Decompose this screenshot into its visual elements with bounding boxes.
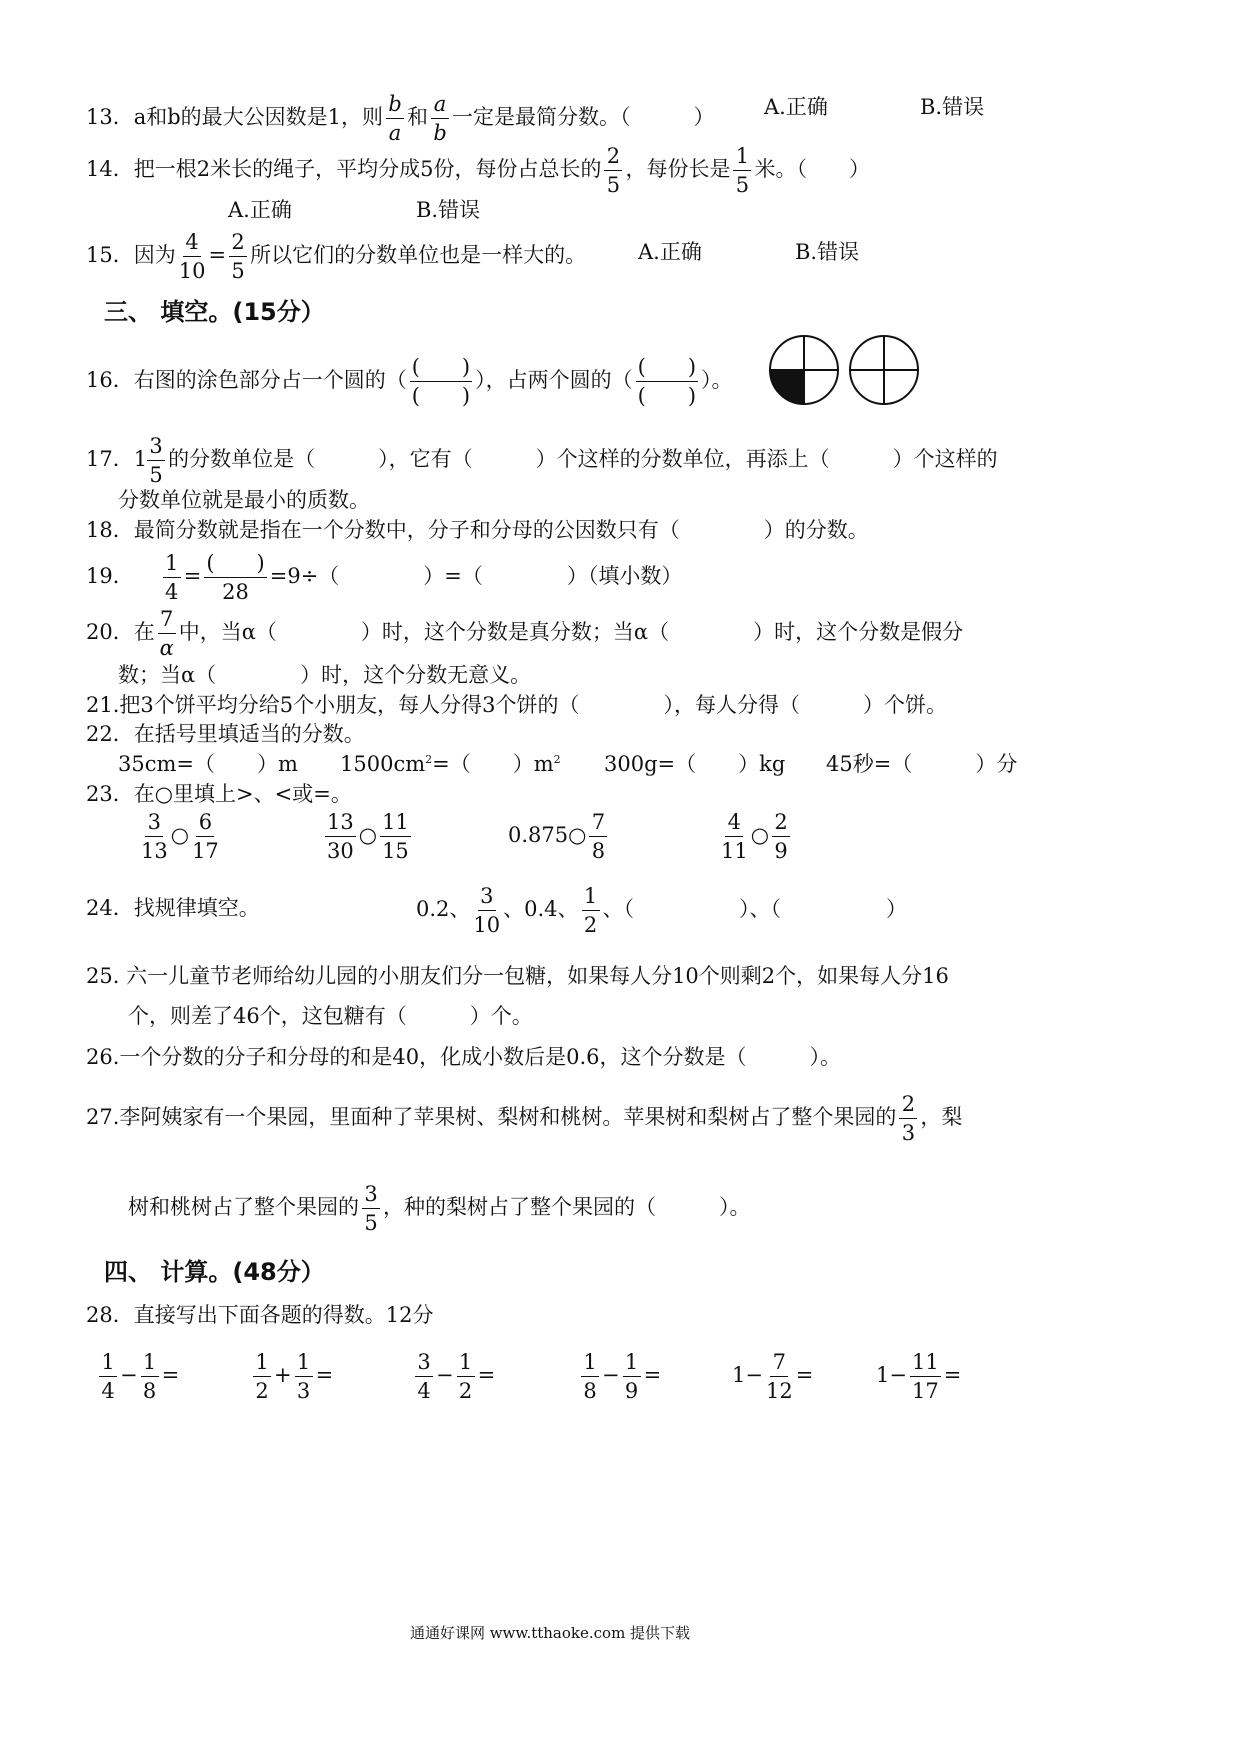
conversion-a: 35cm=（ ）m [118,752,298,776]
question-20-line2: 数；当α（ ）时，这个分数无意义。 [118,663,532,687]
question-27-line2: 树和桃树占了整个果园的 $\frac{3}{5}$ ，种的梨树占了整个果园的（ ）。 [128,1182,751,1236]
calc-5: 1− $\frac{7}{12}$ = [732,1350,814,1404]
fraction: $\frac{b}{a}$ [386,92,404,145]
sequence: 0.2、 $\frac{3}{10}$ 、0.4、 $\frac{1}{2}$ 、（ ）、（ ） [416,884,908,938]
fraction: ( ) 28 [206,551,265,605]
calc-4: $\frac{1}{8}$ − $\frac{1}{9}$ = [578,1350,661,1403]
question-17-line2: 分数单位就是最小的质数。 [118,488,370,512]
question-28: 28．直接写出下面各题的得数。12分 [86,1303,434,1327]
question-25: 25. 六一儿童节老师给幼儿园的小朋友们分一包糖，如果每人分10个则剩2个，如果每人分16 [86,964,949,988]
question-16: 16．右图的涂色部分占一个圆的（ ( ) ( ) ），占两个圆的（ ( ) ( ) ）。 [86,355,733,409]
fraction: $\frac{a}{b}$ [431,92,449,145]
conversion-c: 300g=（ ）kg [604,752,786,776]
question-23: 23．在○里填上>、<或=。 [86,782,352,806]
conversion-d: 45秒=（ ）分 [826,752,1018,776]
question-22: 22．在括号里填适当的分数。 [86,722,365,746]
question-25-line2: 个，则差了46个，这包糖有（ ）个。 [128,1004,533,1028]
fraction: $\frac{1}{5}$ [733,144,751,197]
question-14: 14．把一根2米长的绳子，平均分成5份，每份占总长的 $\frac{2}{5}$ ，每份长是 $\frac{1}{5}$ 米。（ ） [86,144,870,198]
calc-3: $\frac{3}{4}$ − $\frac{1}{2}$ = [412,1350,495,1403]
question-26: 26.一个分数的分子和分母的和是40，化成小数后是0.6，这个分数是（ ）。 [86,1045,842,1069]
fraction: $\frac{1}{4}$ [163,551,181,604]
calc-1: $\frac{1}{4}$ − $\frac{1}{8}$ = [96,1350,179,1403]
option-b: B.错误 [920,95,985,119]
circles-figure [768,333,924,407]
fraction: $\frac{4}{10}$ [178,230,206,284]
compare-1: $\frac{3}{13}$ ○ $\frac{6}{17}$ [141,810,219,864]
question-19: 19． $\frac{1}{4}$ = ( ) 28 =9÷（ ）=（ ）（填小数） [86,551,683,605]
compare-2: $\frac{13}{30}$ ○ $\frac{11}{15}$ [327,810,409,864]
option-b: B.错误 [795,240,860,264]
option-b: B.错误 [416,198,481,222]
compare-3: 0.875○ $\frac{7}{8}$ [508,810,610,863]
question-15: 15．因为 $\frac{4}{10}$ = $\frac{2}{5}$ 所以它们的分数单位也是一样大的。 [86,230,587,284]
fraction: $\frac{2}{5}$ [229,230,247,283]
option-a: A.正确 [764,95,828,119]
option-a: A.正确 [228,198,292,222]
question-13: 13．a和b的最大公因数是1，则 $\frac{b}{a}$ 和 $\frac{a}{b}$ 一定是最简分数。（ ） [86,92,715,146]
fraction: $\frac{3}{5}$ [147,434,165,487]
blank-fraction: ( ) ( ) [637,355,697,409]
fraction: $\frac{2}{5}$ [604,144,622,197]
question-20: 20．在 $\frac{7}{\alpha}$ 中，当α（ ）时，这个分数是真分数；当α（ ）时，这个分数是假分 [86,607,964,661]
fraction: $\frac{7}{\alpha}$ [159,607,174,661]
question-24: 24．找规律填空。 [86,896,260,920]
question-27: 27.李阿姨家有一个果园，里面种了苹果树、梨树和桃树。苹果树和梨树占了整个果园的 $\frac{2}{3}$ ，梨 [86,1092,963,1146]
question-21: 21.把3个饼平均分给5个小朋友，每人分得3个饼的（ ），每人分得（ ）个饼。 [86,693,947,717]
compare-4: $\frac{4}{11}$ ○ $\frac{2}{9}$ [718,810,793,863]
question-17: 17．1 $\frac{3}{5}$ 的分数单位是（ ），它有（ ）个这样的分数单位，再添上（ ）个这样的 [86,434,998,488]
calc-2: $\frac{1}{2}$ + $\frac{1}{3}$ = [250,1350,333,1403]
calc-6: 1− $\frac{11}{17}$ = [876,1350,962,1404]
conversion-b: $1500cm^2=$（ ）$m^2$ [340,752,561,776]
option-a: A.正确 [638,240,702,264]
section-4-heading: 四、 计算。(48分） [104,1258,325,1286]
page-footer: 通通好课网 www.tthaoke.com 提供下载 [409,1624,691,1642]
question-18: 18．最简分数就是指在一个分数中，分子和分母的公因数只有（ ）的分数。 [86,518,869,542]
section-3-heading: 三、 填空。(15分） [104,298,325,326]
blank-fraction: ( ) ( ) [411,355,471,409]
